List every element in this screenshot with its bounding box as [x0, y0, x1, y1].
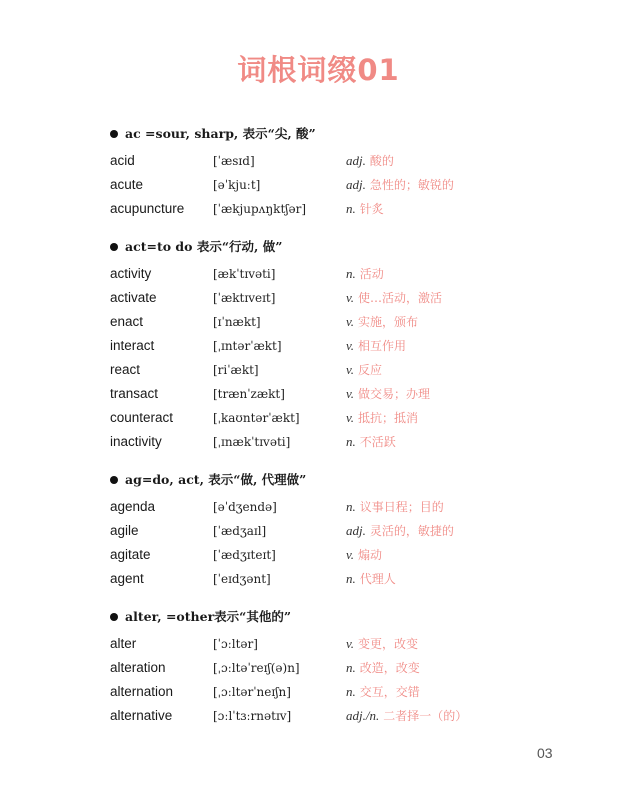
phonetic: [ˌɔːltəˈreɪʃ(ə)n] [213, 661, 300, 675]
bullet-icon [110, 130, 118, 138]
vocab-word: transact [110, 386, 159, 401]
vocab-row [0, 358, 637, 382]
vocab-word: alternation [110, 684, 174, 699]
part-of-speech: n. [346, 434, 356, 449]
definition: 不活跃 [359, 435, 396, 449]
part-of-speech: n. [346, 266, 356, 281]
definition: 实施，颁布 [358, 315, 419, 329]
phonetic: [ˌɪnækˈtɪvəti] [213, 435, 291, 449]
definition: 活动 [359, 267, 384, 281]
root-section [0, 122, 637, 221]
part-of-speech: n. [346, 571, 356, 586]
phonetic: [ˌɔːltərˈneɪʃn] [213, 685, 291, 699]
vocab-row [0, 406, 637, 430]
part-of-speech: n. [346, 684, 356, 699]
phonetic: [ˈækjupʌŋktʃər] [213, 202, 307, 216]
phonetic: [ˈɔːltər] [213, 637, 258, 651]
definition: 针炙 [359, 202, 384, 216]
vocab-word: enact [110, 314, 144, 329]
vocab-word: agent [110, 571, 144, 586]
vocab-word: acupuncture [110, 201, 185, 216]
phonetic: [trænˈzækt] [213, 387, 285, 401]
meaning [346, 382, 430, 406]
part-of-speech: v. [346, 362, 355, 377]
part-of-speech: v. [346, 290, 355, 305]
definition: 议事日程；目的 [359, 500, 444, 514]
vocab-row [0, 495, 637, 519]
vocab-row [0, 334, 637, 358]
vocab-word: agenda [110, 499, 156, 514]
meaning [346, 632, 418, 656]
vocab-row [0, 197, 637, 221]
part-of-speech: adj. [346, 523, 366, 538]
vocab-word: counteract [110, 410, 174, 425]
definition: 急性的；敏锐的 [369, 178, 454, 192]
meaning [346, 543, 382, 567]
definition: 相互作用 [358, 339, 407, 353]
section-heading-text: ag=do, act, 表示“做, 代理做” [125, 472, 307, 487]
part-of-speech: v. [346, 338, 355, 353]
phonetic: [ɔːlˈtɜːrnətɪv] [213, 709, 292, 723]
meaning [346, 173, 454, 197]
phonetic: [ˌkaʊntərˈækt] [213, 411, 300, 425]
meaning [346, 519, 454, 543]
page-number: 03 [537, 745, 553, 761]
vocab-word: activate [110, 290, 157, 305]
definition: 代理人 [359, 572, 396, 586]
definition: 反应 [358, 363, 383, 377]
vocab-row [0, 632, 637, 656]
vocab-row [0, 262, 637, 286]
phonetic: [ˈæsɪd] [213, 154, 255, 168]
vocab-word: agitate [110, 547, 151, 562]
phonetic: [riˈækt] [213, 363, 259, 377]
vocab-word: acid [110, 153, 135, 168]
meaning [346, 334, 406, 358]
section-heading-text: ac =sour, sharp, 表示“尖, 酸” [125, 126, 316, 141]
meaning [346, 567, 396, 591]
vocab-row [0, 519, 637, 543]
vocab-word: acute [110, 177, 144, 192]
meaning [346, 197, 384, 221]
vocab-row [0, 149, 637, 173]
phonetic: [ˈæktɪveɪt] [213, 291, 276, 305]
vocab-word: alternative [110, 708, 173, 723]
section-heading [0, 605, 637, 629]
definition: 二者择一（的） [383, 709, 468, 723]
definition: 改造，改变 [359, 661, 420, 675]
phonetic: [əˈkjuːt] [213, 178, 261, 192]
definition: 灵活的，敏捷的 [369, 524, 454, 538]
root-section [0, 235, 637, 454]
vocab-row [0, 543, 637, 567]
part-of-speech: n. [346, 660, 356, 675]
definition: 煽动 [358, 548, 383, 562]
part-of-speech: v. [346, 386, 355, 401]
vocabulary-list [0, 122, 637, 742]
vocab-word: activity [110, 266, 152, 281]
vocab-word: alter [110, 636, 137, 651]
part-of-speech: adj./n. [346, 708, 380, 723]
section-heading-text: act=to do 表示“行动, 做” [125, 239, 283, 254]
meaning [346, 430, 396, 454]
part-of-speech: n. [346, 201, 356, 216]
meaning [346, 286, 442, 310]
part-of-speech: adj. [346, 153, 366, 168]
bullet-icon [110, 243, 118, 251]
phonetic: [ˈeɪdʒənt] [213, 572, 271, 586]
vocab-row [0, 704, 637, 728]
meaning [346, 656, 420, 680]
meaning [346, 704, 467, 728]
section-heading [0, 122, 637, 146]
phonetic: [ˈædʒaɪl] [213, 524, 267, 538]
definition: 变更，改变 [358, 637, 419, 651]
part-of-speech: n. [346, 499, 356, 514]
vocab-word: react [110, 362, 141, 377]
definition: 做交易；办理 [358, 387, 431, 401]
phonetic: [ɪˈnækt] [213, 315, 261, 329]
vocab-word: inactivity [110, 434, 162, 449]
phonetic: [ˌɪntərˈækt] [213, 339, 282, 353]
phonetic: [əˈdʒendə] [213, 500, 277, 514]
page-title: 词根词缀01 [237, 53, 400, 87]
root-section [0, 468, 637, 591]
part-of-speech: adj. [346, 177, 366, 192]
part-of-speech: v. [346, 636, 355, 651]
vocab-row [0, 310, 637, 334]
vocab-row [0, 567, 637, 591]
section-heading-text: alter, =other表示“其他的” [125, 609, 292, 624]
vocab-row [0, 430, 637, 454]
part-of-speech: v. [346, 410, 355, 425]
vocab-row [0, 173, 637, 197]
vocab-word: interact [110, 338, 155, 353]
vocab-row [0, 680, 637, 704]
vocab-row [0, 382, 637, 406]
meaning [346, 406, 418, 430]
meaning [346, 310, 418, 334]
vocab-row [0, 286, 637, 310]
phonetic: [ˈædʒɪteɪt] [213, 548, 276, 562]
definition: 酸的 [369, 154, 394, 168]
vocab-row [0, 656, 637, 680]
root-section [0, 605, 637, 728]
vocab-word: agile [110, 523, 139, 538]
section-heading [0, 235, 637, 259]
part-of-speech: v. [346, 547, 355, 562]
part-of-speech: v. [346, 314, 355, 329]
meaning [346, 149, 394, 173]
definition: 抵抗；抵消 [358, 411, 419, 425]
meaning [346, 495, 444, 519]
phonetic: [ækˈtɪvəti] [213, 267, 276, 281]
meaning [346, 262, 384, 286]
definition: 使…活动，激活 [358, 291, 443, 305]
section-heading [0, 468, 637, 492]
vocab-word: alteration [110, 660, 166, 675]
bullet-icon [110, 476, 118, 484]
definition: 交互，交错 [359, 685, 420, 699]
meaning [346, 358, 382, 382]
bullet-icon [110, 613, 118, 621]
meaning [346, 680, 420, 704]
